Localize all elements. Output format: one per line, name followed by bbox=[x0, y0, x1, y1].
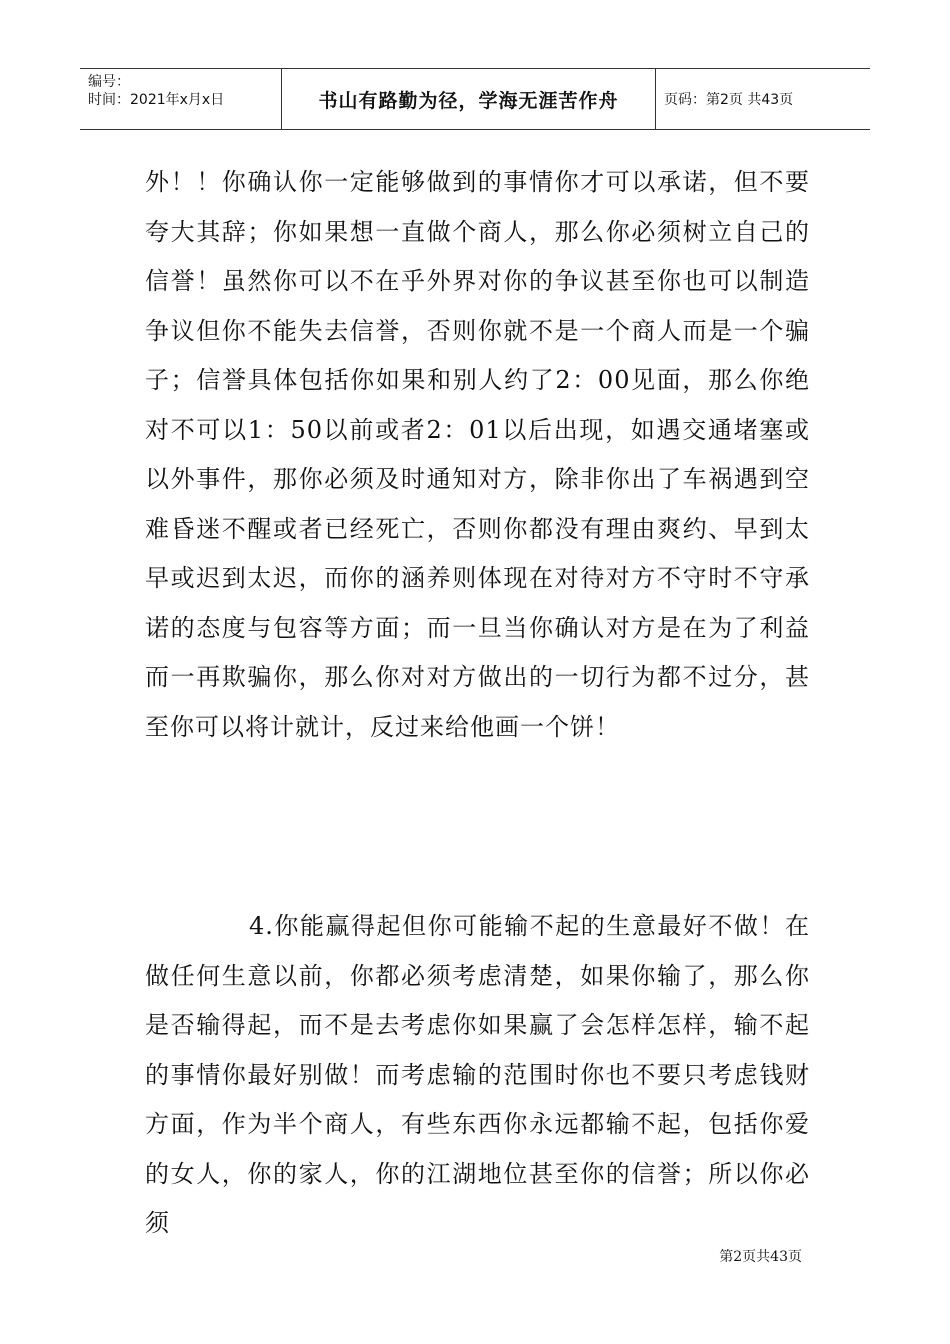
time-label: 时间：2021年x月x日 bbox=[88, 92, 225, 108]
page-header bbox=[80, 68, 870, 130]
serial-label: 编号： bbox=[88, 74, 130, 90]
page-footer: 第2页共43页 bbox=[719, 1249, 802, 1265]
body-paragraph-1: 外！！你确认你一定能够做到的事情你才可以承诺，但不要夸大其辞；你如果想一直做个商人，那么你必须树立自己的信誉！虽然你可以不在乎外界对你的争议甚至你也可以制造争议但你不能失去信誉，否则你就不是一个商人而是一个骗子；信誉具体包括你如果和别人约了2：00见面，那么你绝对不可以1：50以前或者2：01以后出现，如遇交通堵塞或以外事件，那你必须及时通知对方，除非你出了车祸遇到空难昏迷不醒或者已经死亡，否则你都没有理由爽约、早到太早或迟到太迟，而你的涵养则体现在对待对方不守时不守承诺的态度与包容等方面；而一旦当你确认对方是在为了利益而一再欺骗你，那么你对对方做出的一切行为都不过分，甚至你可以将计就计，反过来给他画一个饼！ bbox=[145, 168, 810, 741]
body-paragraph-2 bbox=[145, 902, 810, 1249]
body-paragraph-2-text: 4.你能赢得起但你可能输不起的生意最好不做！在做任何生意以前，你都必须考虑清楚，如果你输了，那么你是否输得起，而不是去考虑你如果赢了会怎样怎样，输不起的事情你最好别做！而考虑输的范围时你也不要只考虑钱财方面，作为半个商人，有些东西你永远都输不起，包括你爱的女人，你的家人，你的江湖地位甚至你的信誉；所以你必须 bbox=[145, 912, 810, 1237]
header-motto: 书山有路勤为径，学海无涯苦作舟 bbox=[282, 69, 656, 129]
header-page-info: 页码：第2页 共43页 bbox=[664, 92, 794, 108]
header-meta bbox=[80, 69, 282, 129]
